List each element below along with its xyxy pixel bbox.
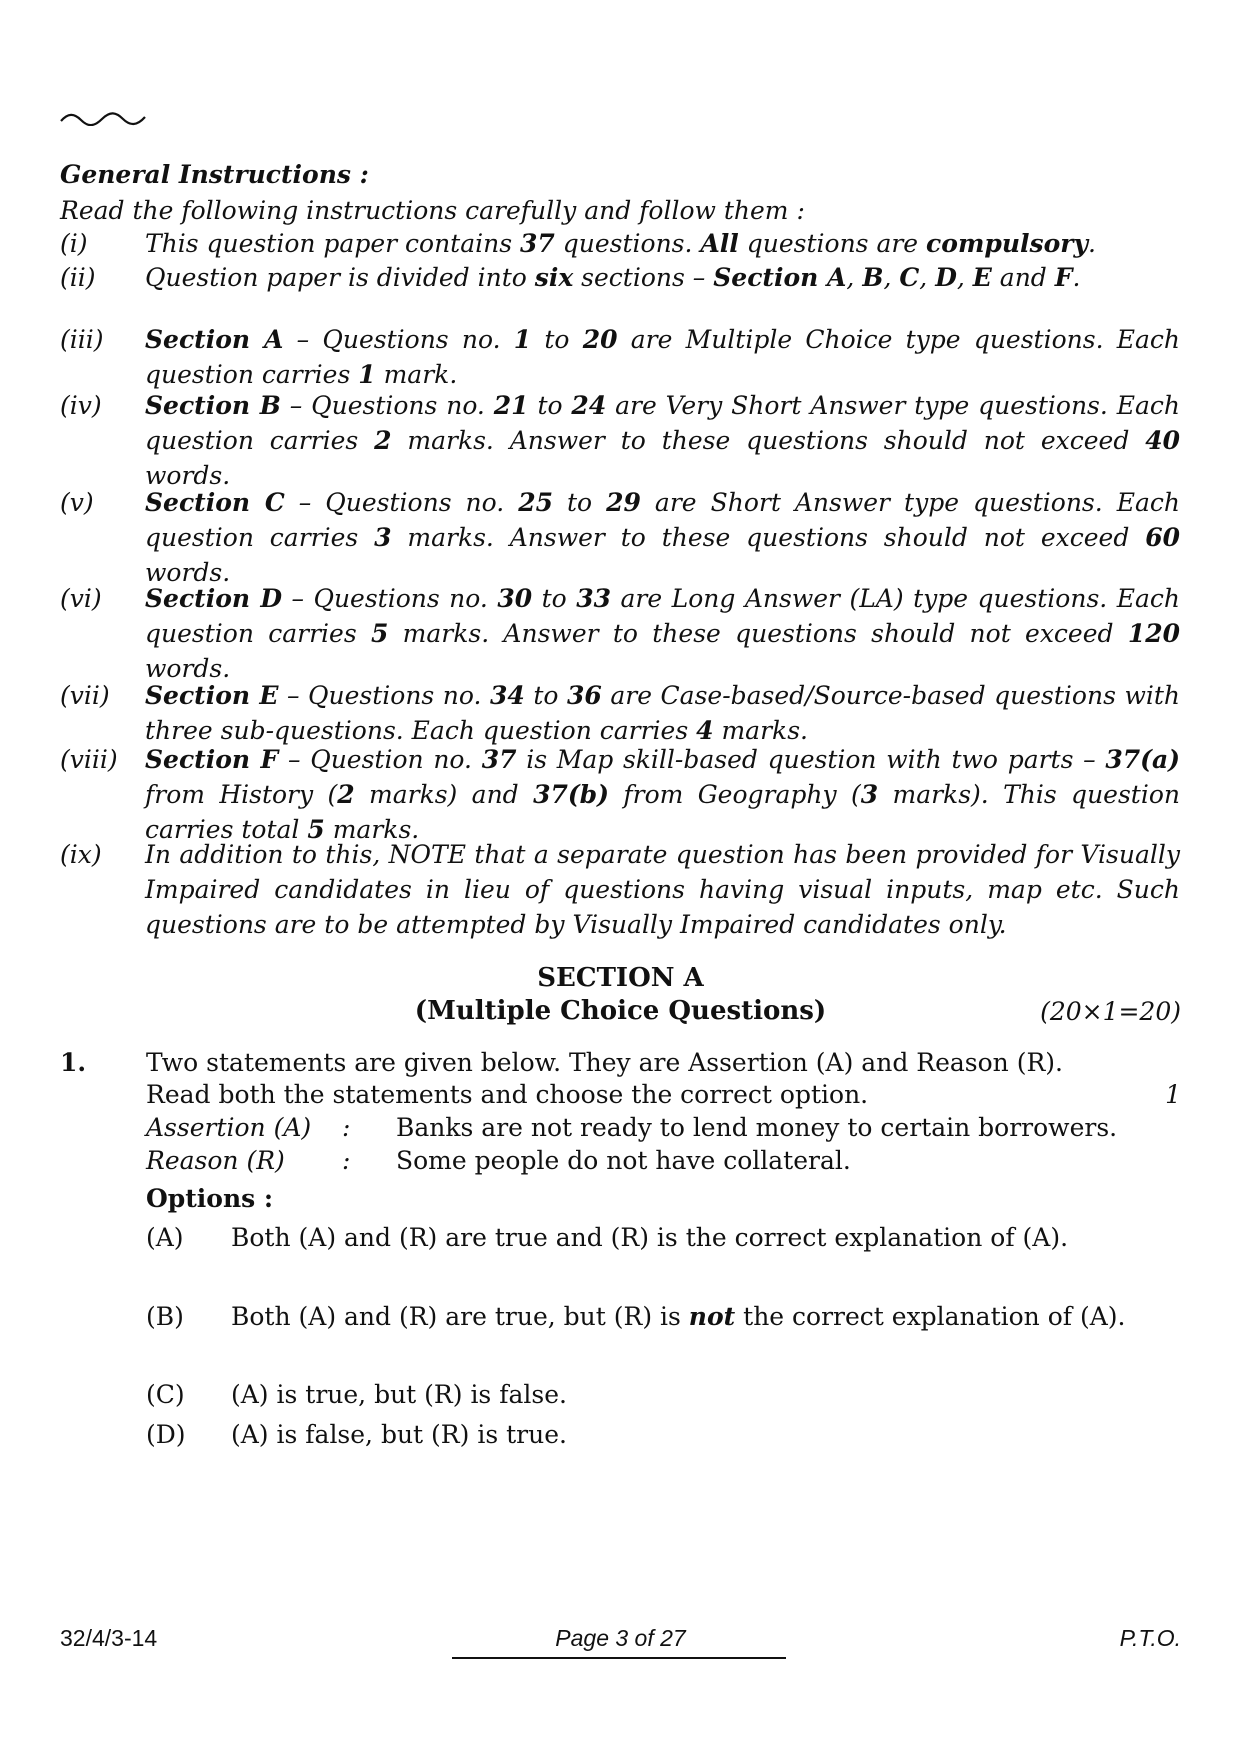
instruction-bold-text: 37 xyxy=(481,745,517,774)
instruction-bold-text: Section F xyxy=(145,745,279,774)
general-instructions-title: General Instructions : xyxy=(60,160,369,189)
footer-divider xyxy=(452,1657,786,1659)
instruction-item xyxy=(60,388,1180,493)
instruction-segment: are Long Answer (LA) type questions. Each question carries xyxy=(145,584,1180,648)
instruction-bold-text: 120 xyxy=(1127,619,1181,648)
option-segment: (A) is true, but (R) is false. xyxy=(231,1380,567,1409)
instruction-segment: marks. Answer to these questions should not exceed xyxy=(388,619,1128,648)
instruction-segment: to xyxy=(532,584,577,613)
option-label: (C) xyxy=(146,1380,185,1409)
instruction-segment: questions are xyxy=(738,229,927,258)
option-item xyxy=(146,1297,1126,1336)
instruction-text xyxy=(145,322,1180,392)
instruction-segment: . xyxy=(1072,263,1081,292)
instruction-bold-text: 33 xyxy=(576,584,611,613)
instruction-segment: Question paper is divided into xyxy=(145,263,535,292)
instruction-segment: In addition to this, NOTE that a separate question has been provided for Visually Impaired candidates in lieu of questions having visual inputs, map etc. Such questions are to be attempted by Visually Impaired candidates only. xyxy=(145,840,1180,939)
instruction-segment: , xyxy=(956,263,973,292)
instruction-segment: marks. Answer to these questions should not exceed xyxy=(391,523,1146,552)
instruction-number: (vi) xyxy=(60,584,102,613)
instruction-text xyxy=(145,260,1180,295)
option-label: (B) xyxy=(146,1302,184,1331)
instruction-item xyxy=(60,485,1180,590)
instruction-number: (ii) xyxy=(60,263,96,292)
instruction-number: (i) xyxy=(60,229,88,258)
instruction-segment: is Map skill-based question with two parts – xyxy=(516,745,1106,774)
reason-colon: : xyxy=(342,1146,351,1175)
question-marks: 1 xyxy=(1165,1080,1181,1109)
assertion-text: Banks are not ready to lend money to certain borrowers. xyxy=(396,1113,1118,1142)
instruction-bold-text: D xyxy=(935,263,957,292)
instruction-number: (vii) xyxy=(60,681,110,710)
instruction-bold-text: 4 xyxy=(696,716,714,745)
instruction-segment: – Questions no. xyxy=(282,584,498,613)
instruction-number: (iv) xyxy=(60,391,102,420)
instruction-segment: This question paper contains xyxy=(145,229,520,258)
instruction-bold-text: Section A xyxy=(713,263,847,292)
general-instructions-intro: Read the following instructions carefully and follow them : xyxy=(60,196,805,225)
instruction-bold-text: C xyxy=(899,263,920,292)
instruction-segment: from Geography ( xyxy=(609,780,861,809)
instruction-bold-text: 24 xyxy=(571,391,607,420)
instruction-bold-text: 3 xyxy=(860,780,879,809)
option-label: (D) xyxy=(146,1420,186,1449)
option-text xyxy=(231,1415,1126,1454)
instruction-segment: to xyxy=(553,488,607,517)
section-title: SECTION A xyxy=(537,963,704,993)
instruction-segment: from History ( xyxy=(145,780,338,809)
instruction-bold-text: All xyxy=(700,229,739,258)
instruction-segment: mark. xyxy=(375,360,458,389)
instruction-segment: marks. xyxy=(713,716,808,745)
instruction-segment: to xyxy=(531,325,583,354)
paper-code: 32/4/3-14 xyxy=(60,1625,158,1651)
instruction-bold-text: Section C xyxy=(145,488,285,517)
instruction-segment: , xyxy=(919,263,936,292)
instruction-bold-text: 21 xyxy=(493,391,529,420)
option-segment: Both (A) and (R) are true, but (R) is xyxy=(231,1302,689,1331)
question-line-2: Read both the statements and choose the correct option. xyxy=(146,1080,869,1109)
assertion-colon: : xyxy=(342,1113,351,1142)
instruction-bold-text: 2 xyxy=(337,780,355,809)
instruction-text xyxy=(145,485,1180,590)
instruction-bold-text: 40 xyxy=(1145,426,1180,455)
instruction-segment: sections – xyxy=(573,263,714,292)
instruction-bold-text: F xyxy=(1054,263,1073,292)
instruction-bold-text: 34 xyxy=(490,681,525,710)
instruction-text xyxy=(145,837,1180,942)
instruction-bold-text: Section A xyxy=(145,325,284,354)
instruction-item xyxy=(60,322,1180,392)
instruction-segment: marks. xyxy=(324,815,420,844)
instruction-segment: – Questions no. xyxy=(283,325,514,354)
instruction-segment: are Case-based/Source-based questions with three sub-questions. Each question carries xyxy=(145,681,1180,745)
instruction-segment: words. xyxy=(145,654,231,683)
instruction-text xyxy=(145,388,1180,493)
instruction-segment: marks). This question carries total xyxy=(145,780,1180,844)
instruction-bold-text: 25 xyxy=(518,488,553,517)
instruction-number: (v) xyxy=(60,488,94,517)
option-label: (A) xyxy=(146,1223,184,1252)
pto-label: P.T.O. xyxy=(1119,1625,1181,1651)
squiggle-ornament-icon xyxy=(60,112,146,126)
instruction-bold-text: 37(b) xyxy=(533,780,609,809)
instruction-number: (iii) xyxy=(60,325,104,354)
instruction-segment: words. xyxy=(145,558,231,587)
instruction-segment: – Question no. xyxy=(278,745,482,774)
instruction-segment: and xyxy=(991,263,1055,292)
option-text xyxy=(231,1218,1126,1257)
instruction-bold-text: 3 xyxy=(374,523,392,552)
instruction-text xyxy=(145,581,1180,686)
instruction-segment: , xyxy=(883,263,900,292)
assertion-label: Assertion (A) xyxy=(146,1113,312,1142)
instruction-bold-text: 2 xyxy=(374,426,392,455)
instruction-bold-text: Section B xyxy=(145,391,281,420)
instruction-segment: – Questions no. xyxy=(284,488,519,517)
reason-label: Reason (R) xyxy=(146,1146,285,1175)
instruction-segment: , xyxy=(846,263,863,292)
instruction-bold-text: six xyxy=(534,263,574,292)
instruction-bold-text: 60 xyxy=(1145,523,1180,552)
question-line-1: Two statements are given below. They are Assertion (A) and Reason (R). xyxy=(146,1048,1063,1077)
instruction-bold-text: 29 xyxy=(606,488,641,517)
option-text xyxy=(231,1297,1126,1336)
instruction-segment: are Very Short Answer type questions. Each question carries xyxy=(145,391,1180,455)
instruction-number: (ix) xyxy=(60,840,102,869)
instruction-segment: marks) and xyxy=(354,780,534,809)
instruction-bold-text: 37(a) xyxy=(1105,745,1180,774)
instruction-number: (viii) xyxy=(60,745,118,774)
instruction-bold-text: 5 xyxy=(370,619,389,648)
instruction-bold-text: 20 xyxy=(582,325,618,354)
instruction-segment: are Short Answer type questions. Each question carries xyxy=(145,488,1180,552)
instruction-segment: questions. xyxy=(554,229,701,258)
instruction-bold-text: 1 xyxy=(513,325,532,354)
instruction-bold-text: B xyxy=(862,263,884,292)
instruction-item xyxy=(60,742,1180,847)
instruction-bold-text: Section D xyxy=(145,584,282,613)
option-text xyxy=(231,1375,1126,1414)
instruction-text xyxy=(145,742,1180,847)
instruction-item xyxy=(60,678,1180,748)
option-item xyxy=(146,1415,1126,1454)
option-item xyxy=(146,1375,1126,1414)
instruction-bold-text: 30 xyxy=(497,584,533,613)
page-number: Page 3 of 27 xyxy=(555,1625,686,1651)
instruction-bold-text: compulsory xyxy=(926,229,1088,258)
instruction-segment: are Multiple Choice type questions. Each question carries xyxy=(145,325,1180,389)
question-number: 1. xyxy=(60,1048,87,1077)
option-item xyxy=(146,1218,1126,1257)
section-subtitle: (Multiple Choice Questions) xyxy=(414,996,827,1026)
instruction-segment: . xyxy=(1088,229,1096,258)
instruction-bold-text: 5 xyxy=(307,815,325,844)
instruction-segment: words. xyxy=(145,461,231,490)
option-segment: (A) is false, but (R) is true. xyxy=(231,1420,567,1449)
options-title: Options : xyxy=(146,1184,274,1213)
instruction-text xyxy=(145,226,1180,261)
option-segment: the correct explanation of (A). xyxy=(735,1302,1126,1331)
instruction-segment: to xyxy=(524,681,567,710)
instruction-bold-text: Section E xyxy=(145,681,279,710)
instruction-item xyxy=(60,837,1180,942)
instruction-item xyxy=(60,260,1180,295)
instruction-segment: – Questions no. xyxy=(278,681,491,710)
instruction-segment: – Questions no. xyxy=(280,391,494,420)
instruction-bold-text: 36 xyxy=(567,681,602,710)
instruction-item xyxy=(60,581,1180,686)
instruction-bold-text: 37 xyxy=(520,229,555,258)
option-emphasis-text: not xyxy=(688,1302,736,1331)
instruction-segment: marks. Answer to these questions should not exceed xyxy=(391,426,1146,455)
instruction-item xyxy=(60,226,1180,261)
reason-text: Some people do not have collateral. xyxy=(396,1146,851,1175)
option-segment: Both (A) and (R) are true and (R) is the correct explanation of (A). xyxy=(231,1223,1069,1252)
instruction-segment: to xyxy=(528,391,572,420)
section-marks: (20×1=20) xyxy=(1040,997,1181,1026)
instruction-bold-text: E xyxy=(972,263,992,292)
instruction-bold-text: 1 xyxy=(358,360,376,389)
instruction-text xyxy=(145,678,1180,748)
